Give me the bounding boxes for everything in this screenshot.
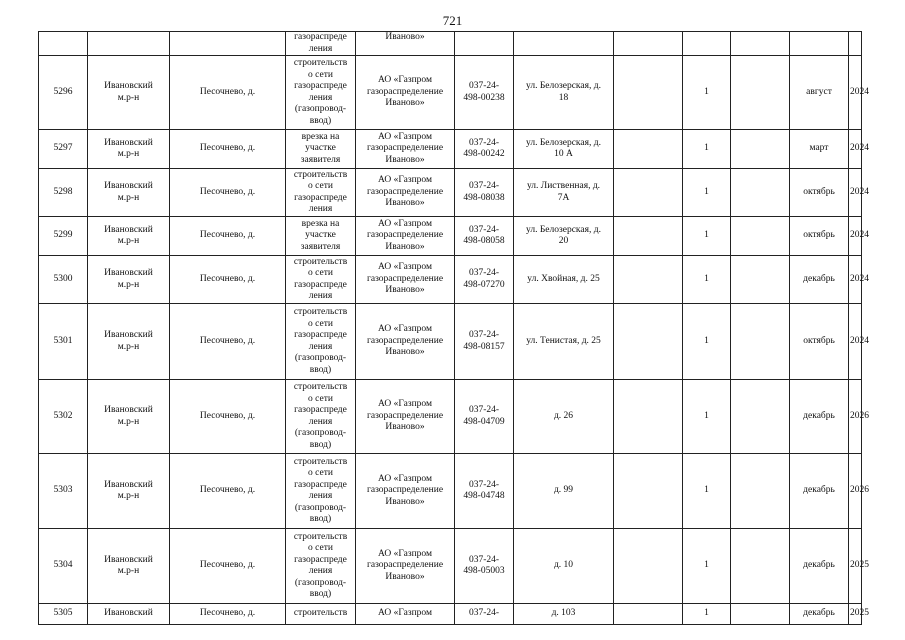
cell-locality: Песочнево, д. — [170, 604, 286, 625]
cell-id: 5305 — [39, 604, 88, 625]
cell-year: 2024 — [849, 217, 862, 256]
cell-org: АО «Газпром газораспределение Иваново» — [356, 304, 455, 380]
cell-locality: Песочнево, д. — [170, 169, 286, 217]
table-row-continuation — [39, 32, 862, 56]
cell-empty — [731, 256, 790, 304]
cell-org: АО «Газпром газораспределение Иваново» — [356, 256, 455, 304]
cell-empty — [614, 304, 683, 380]
cell-work-type: строительств о сети газораспреде ления (газопровод- ввод) — [286, 56, 356, 130]
cell-code: 037-24- 498-08157 — [455, 304, 514, 380]
cell-year: 2026 — [849, 380, 862, 454]
cell-id: 5303 — [39, 454, 88, 529]
cell-month: октябрь — [790, 304, 849, 380]
table-row — [39, 217, 862, 256]
cell-qty: 1 — [683, 454, 731, 529]
table-row — [39, 56, 862, 130]
cell-org: АО «Газпром газораспределение Иваново» — [356, 454, 455, 529]
cell-id: 5296 — [39, 56, 88, 130]
page-number: 721 — [442, 13, 463, 28]
cell-work-type: врезка на участке заявителя — [286, 130, 356, 169]
table-row — [39, 256, 862, 304]
cell-empty — [614, 32, 683, 56]
cell-year: 2026 — [849, 454, 862, 529]
cell-locality: Песочнево, д. — [170, 56, 286, 130]
cell-work-type: строительств о сети газораспреде ления — [286, 169, 356, 217]
cell-locality: Песочнево, д. — [170, 217, 286, 256]
cell-empty — [614, 256, 683, 304]
cell-empty — [731, 169, 790, 217]
table-row — [39, 304, 862, 380]
cell-id: 5301 — [39, 304, 88, 380]
cell-org: АО «Газпром газораспределение Иваново» — [356, 56, 455, 130]
cell-org: АО «Газпром газораспределение Иваново» — [356, 217, 455, 256]
cell-locality — [170, 32, 286, 56]
cell-org: АО «Газпром газораспределение Иваново» — [356, 169, 455, 217]
cell-empty — [614, 380, 683, 454]
cell-id: 5299 — [39, 217, 88, 256]
cell-code: 037-24- 498-07270 — [455, 256, 514, 304]
cell-locality: Песочнево, д. — [170, 130, 286, 169]
cell-code: 037-24- 498-08058 — [455, 217, 514, 256]
cell-locality: Песочнево, д. — [170, 380, 286, 454]
cell-address: ул. Тенистая, д. 25 — [514, 304, 614, 380]
cell-year: 2024 — [849, 304, 862, 380]
cell-qty: 1 — [683, 529, 731, 604]
cell-address: д. 99 — [514, 454, 614, 529]
cell-year: 2024 — [849, 169, 862, 217]
cell-empty — [614, 56, 683, 130]
cell-empty — [614, 130, 683, 169]
cell-locality: Песочнево, д. — [170, 304, 286, 380]
cell-address: ул. Белозерская, д. 18 — [514, 56, 614, 130]
cell-work-type: строительств о сети газораспреде ления — [286, 256, 356, 304]
cell-empty — [731, 304, 790, 380]
table-row — [39, 169, 862, 217]
table-row — [39, 604, 862, 625]
cell-code: 037-24- 498-05003 — [455, 529, 514, 604]
cell-qty: 1 — [683, 256, 731, 304]
cell-empty — [731, 454, 790, 529]
cell-locality: Песочнево, д. — [170, 256, 286, 304]
cell-district: Ивановский м.р-н — [88, 56, 170, 130]
cell-address: ул. Белозерская, д. 20 — [514, 217, 614, 256]
cell-year: 2024 — [849, 130, 862, 169]
cell-district: Ивановский м.р-н — [88, 529, 170, 604]
table-row — [39, 529, 862, 604]
cell-empty — [731, 217, 790, 256]
cell-id — [39, 32, 88, 56]
cell-org: Иваново» — [356, 32, 455, 56]
cell-qty: 1 — [683, 130, 731, 169]
cell-address — [514, 32, 614, 56]
cell-month: март — [790, 130, 849, 169]
cell-org: АО «Газпром — [356, 604, 455, 625]
cell-month: декабрь — [790, 604, 849, 625]
cell-org: АО «Газпром газораспределение Иваново» — [356, 380, 455, 454]
table-row — [39, 380, 862, 454]
cell-code — [455, 32, 514, 56]
cell-district: Ивановский м.р-н — [88, 217, 170, 256]
cell-id: 5298 — [39, 169, 88, 217]
cell-empty — [683, 32, 731, 56]
cell-work-type: строительств о сети газораспреде ления (газопровод- ввод) — [286, 304, 356, 380]
table-body — [39, 32, 869, 625]
cell-qty: 1 — [683, 304, 731, 380]
cell-id: 5300 — [39, 256, 88, 304]
cell-work-type: врезка на участке заявителя — [286, 217, 356, 256]
cell-address: д. 26 — [514, 380, 614, 454]
cell-id: 5304 — [39, 529, 88, 604]
cell-code: 037-24- 498-00238 — [455, 56, 514, 130]
cell-code: 037-24- 498-00242 — [455, 130, 514, 169]
cell-locality: Песочнево, д. — [170, 529, 286, 604]
cell-month: октябрь — [790, 217, 849, 256]
cell-code: 037-24- 498-04748 — [455, 454, 514, 529]
cell-empty — [731, 32, 790, 56]
cell-district: Ивановский м.р-н — [88, 130, 170, 169]
cell-empty — [790, 32, 849, 56]
cell-empty — [614, 169, 683, 217]
cell-empty — [849, 32, 862, 56]
cell-qty: 1 — [683, 604, 731, 625]
cell-address: ул. Хвойная, д. 25 — [514, 256, 614, 304]
table-row — [39, 130, 862, 169]
cell-empty — [731, 56, 790, 130]
cell-empty — [614, 217, 683, 256]
cell-district: Ивановский м.р-н — [88, 380, 170, 454]
cell-code: 037-24- 498-04709 — [455, 380, 514, 454]
cell-empty — [614, 529, 683, 604]
cell-address: д. 10 — [514, 529, 614, 604]
cell-id: 5297 — [39, 130, 88, 169]
cell-district: Ивановский м.р-н — [88, 169, 170, 217]
cell-qty: 1 — [683, 380, 731, 454]
cell-empty — [731, 380, 790, 454]
cell-month: октябрь — [790, 169, 849, 217]
cell-work-type: газораспреде ления — [286, 32, 356, 56]
cell-qty: 1 — [683, 56, 731, 130]
cell-month: декабрь — [790, 529, 849, 604]
cell-org: АО «Газпром газораспределение Иваново» — [356, 130, 455, 169]
cell-code: 037-24- 498-08038 — [455, 169, 514, 217]
cell-year: 2025 — [849, 529, 862, 604]
cell-district: Ивановский м.р-н — [88, 304, 170, 380]
table-row — [39, 454, 862, 529]
cell-org: АО «Газпром газораспределение Иваново» — [356, 529, 455, 604]
cell-qty: 1 — [683, 217, 731, 256]
cell-empty — [614, 604, 683, 625]
registry-table — [38, 31, 869, 625]
cell-work-type: строительств — [286, 604, 356, 625]
cell-empty — [614, 454, 683, 529]
cell-code: 037-24- — [455, 604, 514, 625]
cell-month: август — [790, 56, 849, 130]
cell-year: 2024 — [849, 56, 862, 130]
cell-empty — [731, 604, 790, 625]
cell-district: Ивановский м.р-н — [88, 256, 170, 304]
cell-work-type: строительств о сети газораспреде ления (газопровод- ввод) — [286, 529, 356, 604]
cell-year: 2025 — [849, 604, 862, 625]
cell-month: декабрь — [790, 256, 849, 304]
cell-district: Ивановский м.р-н — [88, 454, 170, 529]
cell-month: декабрь — [790, 380, 849, 454]
cell-address: ул. Белозерская, д. 10 А — [514, 130, 614, 169]
cell-id: 5302 — [39, 380, 88, 454]
cell-month: декабрь — [790, 454, 849, 529]
cell-address: д. 103 — [514, 604, 614, 625]
cell-work-type: строительств о сети газораспреде ления (газопровод- ввод) — [286, 380, 356, 454]
cell-work-type: строительств о сети газораспреде ления (газопровод- ввод) — [286, 454, 356, 529]
cell-qty: 1 — [683, 169, 731, 217]
cell-district — [88, 32, 170, 56]
cell-empty — [731, 130, 790, 169]
cell-year: 2024 — [849, 256, 862, 304]
cell-district: Ивановский — [88, 604, 170, 625]
cell-empty — [731, 529, 790, 604]
cell-address: ул. Лиственная, д. 7А — [514, 169, 614, 217]
cell-locality: Песочнево, д. — [170, 454, 286, 529]
